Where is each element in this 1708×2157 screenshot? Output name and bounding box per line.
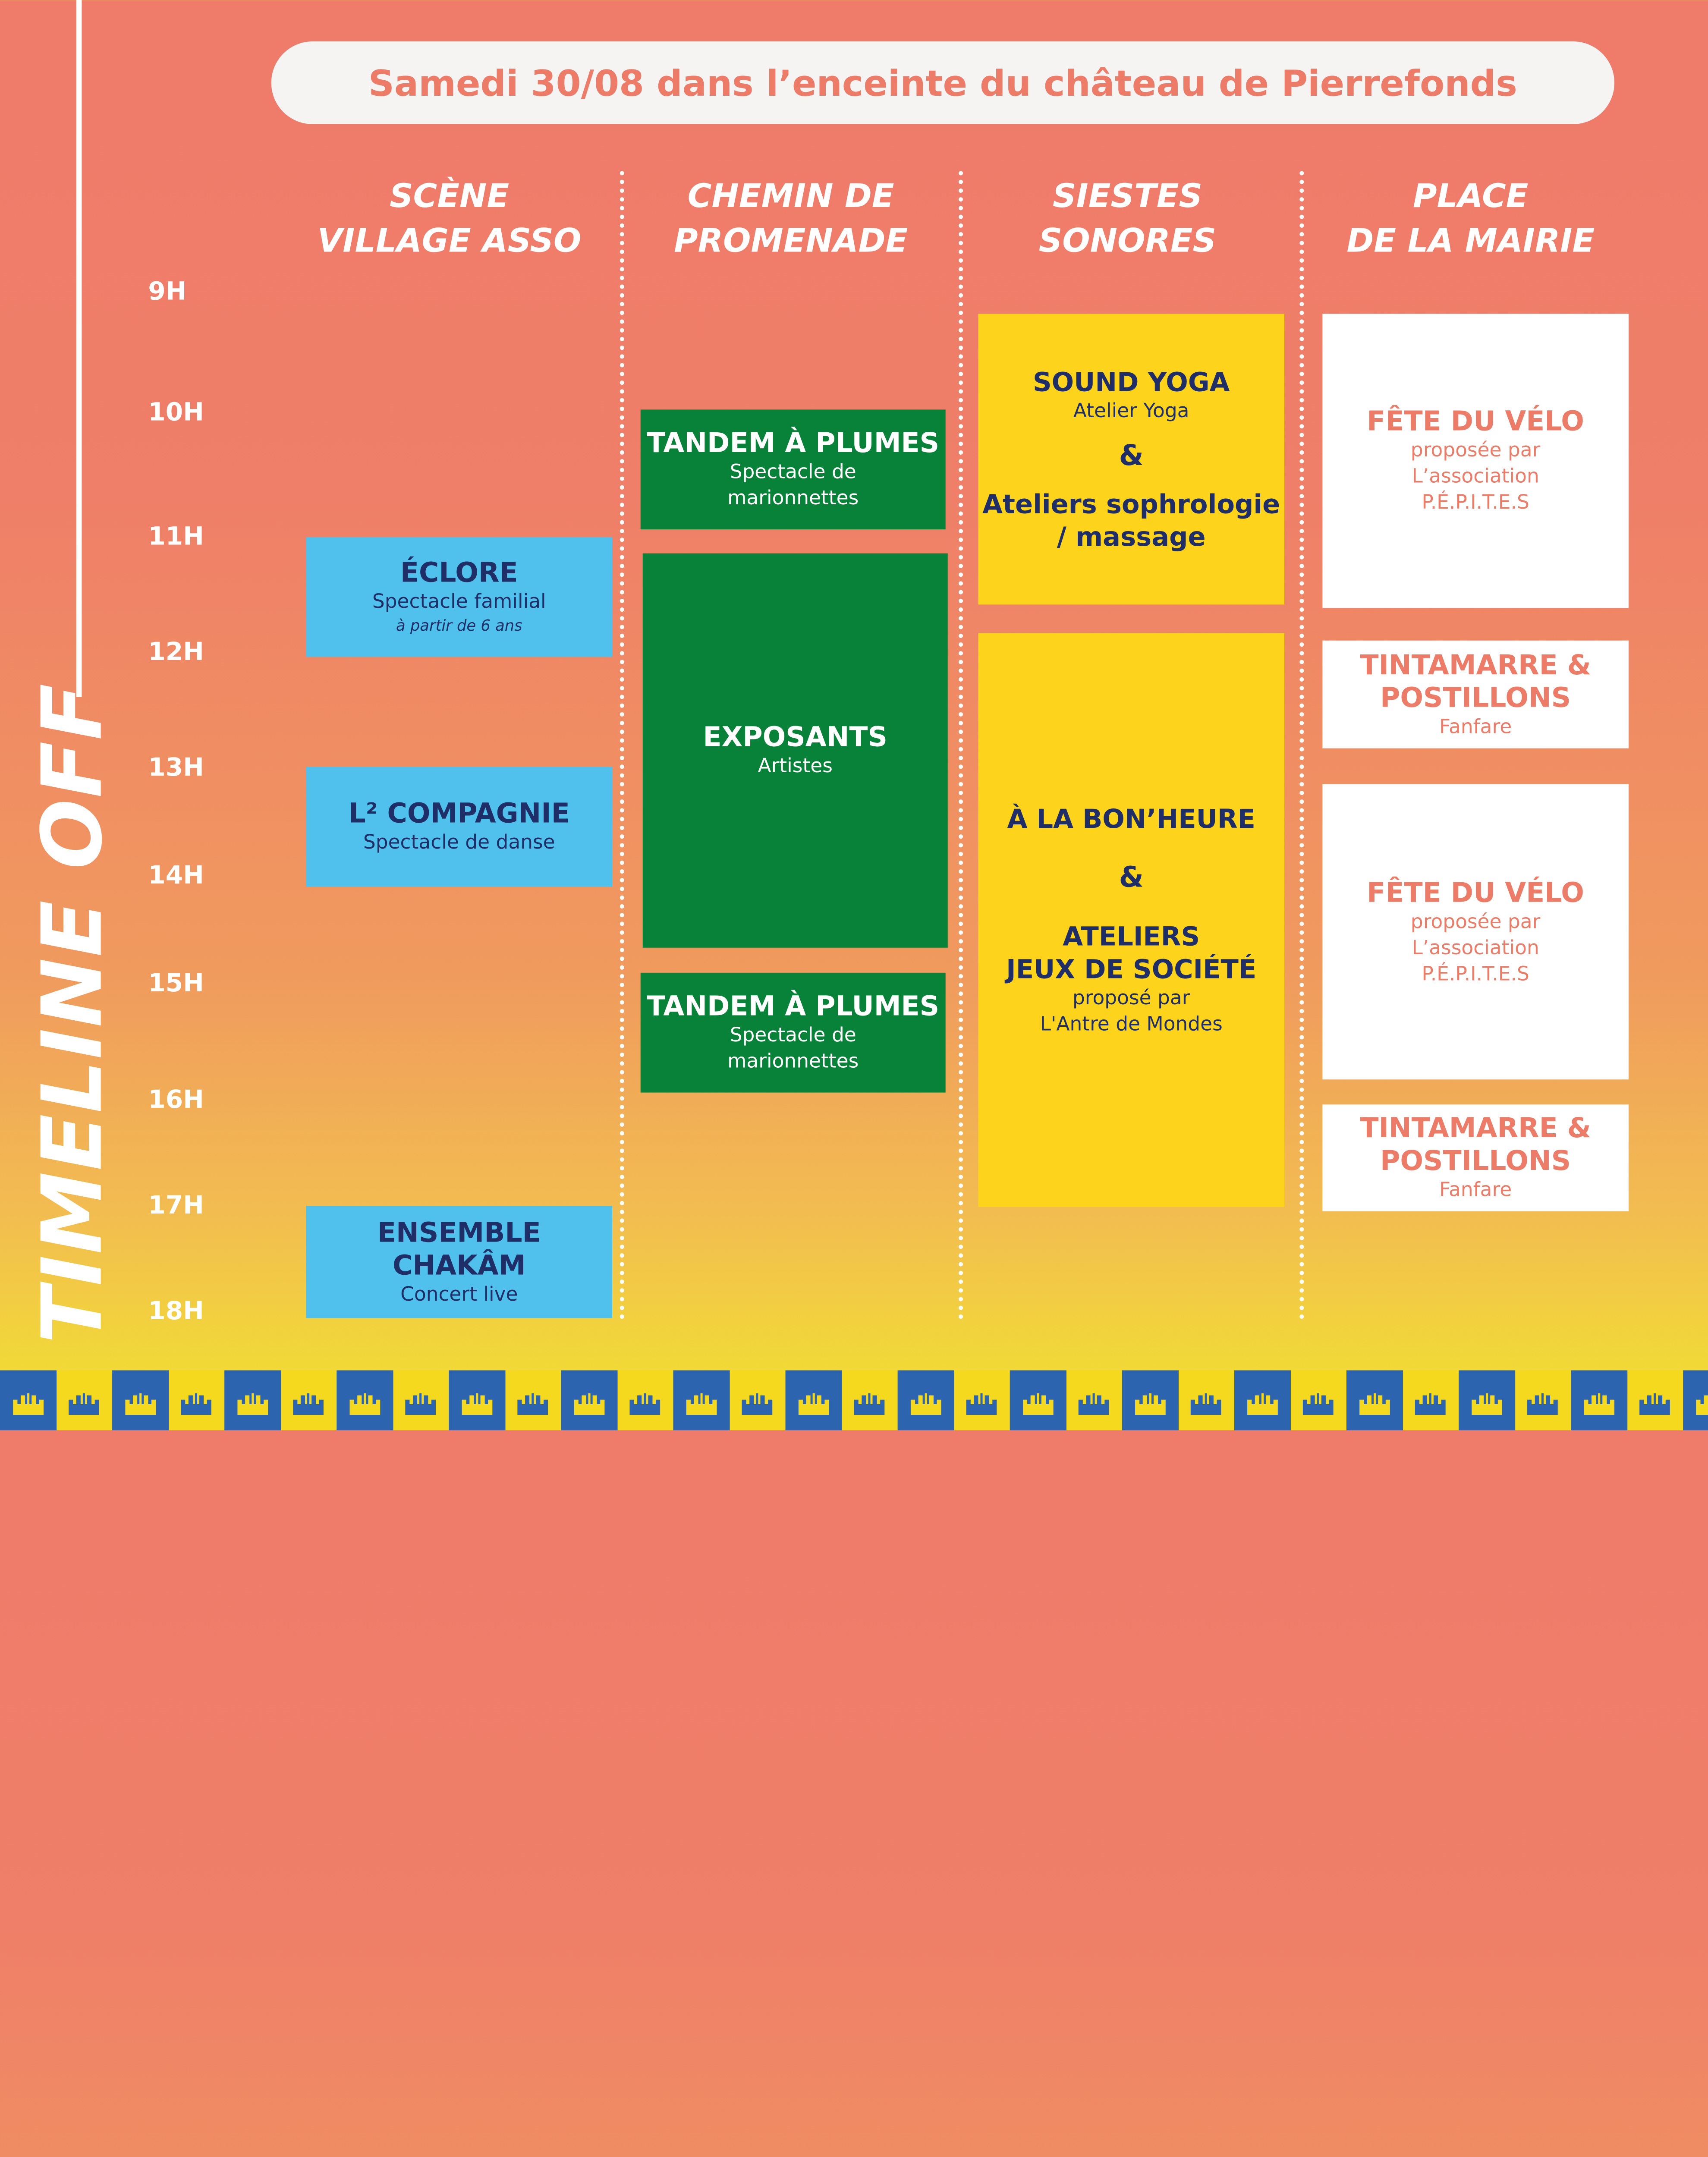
hour-label: 11H	[148, 523, 204, 551]
castle-icon	[729, 1370, 785, 1430]
event-title: FÊTE DU VÉLO	[1367, 405, 1584, 437]
event-title: EXPOSANTS	[703, 721, 887, 753]
event-title: À LA BON’HEURE	[1007, 803, 1255, 834]
castle-icon	[954, 1370, 1010, 1430]
castle-icon	[1515, 1370, 1571, 1430]
event-tintamarre-postillons[interactable]	[1322, 641, 1629, 748]
castle-icon	[617, 1370, 673, 1430]
event-title: TINTAMARRE &	[1360, 648, 1591, 680]
event-fete-du-velo[interactable]	[1322, 314, 1629, 608]
castle-pattern-band	[0, 1370, 1708, 1430]
hour-label: 9H	[148, 277, 187, 306]
event-title: / massage	[1057, 521, 1206, 552]
column-header-siestes: SIESTES SONORES	[1038, 177, 1217, 261]
castle-icon	[1403, 1370, 1459, 1430]
ampersand: &	[1119, 861, 1144, 894]
event-title: FÊTE DU VÉLO	[1367, 876, 1584, 908]
castle-icon	[1571, 1370, 1627, 1430]
castle-icon	[786, 1370, 842, 1430]
column-divider	[620, 171, 624, 1320]
castle-icon	[393, 1370, 449, 1430]
event-title: JEUX DE SOCIÉTÉ	[1006, 953, 1257, 984]
event-subtitle: Spectacle de danse	[363, 831, 555, 854]
castle-icon	[1178, 1370, 1234, 1430]
column-header-scene: SCÈNE VILLAGE ASSO	[317, 177, 582, 261]
castle-icon	[842, 1370, 898, 1430]
event-tandem-a-plumes[interactable]	[641, 973, 946, 1093]
event-subtitle: proposée par	[1410, 439, 1541, 462]
event-subtitle: P.É.P.I.T.E.S	[1422, 491, 1529, 514]
castle-icon	[112, 1370, 168, 1430]
event-exposants[interactable]	[643, 553, 948, 948]
column-header-place: PLACE DE LA MAIRIE	[1346, 177, 1595, 261]
event-subtitle: Concert live	[400, 1283, 518, 1306]
column-divider	[959, 171, 963, 1320]
castle-icon	[1122, 1370, 1178, 1430]
castle-icon	[337, 1370, 393, 1430]
castle-icon	[280, 1370, 337, 1430]
event-title: ATELIERS	[1063, 921, 1200, 952]
event-a-la-bonheure[interactable]	[978, 633, 1284, 1207]
event-tintamarre-postillons[interactable]	[1322, 1104, 1629, 1211]
event-subtitle: Spectacle de	[730, 1024, 856, 1047]
event-title: POSTILLONS	[1380, 1145, 1571, 1176]
event-subtitle: Spectacle de	[730, 461, 856, 484]
castle-icon	[1459, 1370, 1515, 1430]
castle-icon	[1290, 1370, 1346, 1430]
ampersand: &	[1119, 439, 1144, 472]
castle-icon	[505, 1370, 561, 1430]
event-title: TANDEM À PLUMES	[647, 990, 940, 1022]
event-subtitle: L’association	[1412, 465, 1539, 488]
hour-label: 13H	[148, 754, 204, 782]
event-subtitle: P.É.P.I.T.E.S	[1422, 962, 1529, 985]
hour-label: 18H	[148, 1297, 204, 1326]
hour-label: 16H	[148, 1086, 204, 1115]
castle-icon	[561, 1370, 617, 1430]
event-subtitle: Fanfare	[1439, 1179, 1512, 1202]
event-title: L² COMPAGNIE	[348, 797, 570, 829]
hour-label: 10H	[148, 399, 204, 427]
event-title: Ateliers sophrologie	[982, 488, 1280, 519]
event-subtitle: Atelier Yoga	[1073, 399, 1189, 422]
event-subtitle: marionnettes	[727, 1050, 859, 1073]
event-subtitle: Spectacle familial	[372, 590, 546, 613]
event-l2-compagnie[interactable]	[306, 767, 613, 887]
event-note: à partir de 6 ans	[396, 617, 522, 635]
event-subtitle: proposé par	[1072, 986, 1190, 1009]
event-eclore[interactable]	[306, 537, 613, 657]
side-title: TIMELINE OFF	[23, 682, 121, 1344]
event-subtitle: Artistes	[758, 755, 833, 778]
event-title: ÉCLORE	[400, 557, 518, 588]
castle-icon	[1683, 1370, 1708, 1430]
castle-icon	[56, 1370, 112, 1430]
event-subtitle: marionnettes	[727, 487, 859, 510]
castle-icon	[0, 1370, 56, 1430]
castle-icon	[1627, 1370, 1683, 1430]
event-title: ENSEMBLE	[377, 1216, 541, 1248]
event-subtitle: L'Antre de Mondes	[1040, 1012, 1223, 1036]
castle-icon	[1234, 1370, 1290, 1430]
event-subtitle: L’association	[1412, 936, 1539, 959]
castle-icon	[168, 1370, 224, 1430]
hour-label: 12H	[148, 638, 204, 667]
castle-icon	[224, 1370, 280, 1430]
event-title: POSTILLONS	[1380, 681, 1571, 713]
event-title: SOUND YOGA	[1033, 366, 1230, 397]
hour-label: 17H	[148, 1192, 204, 1220]
event-fete-du-velo[interactable]	[1322, 784, 1629, 1079]
event-title: TINTAMARRE &	[1360, 1112, 1591, 1144]
hour-label: 15H	[148, 969, 204, 998]
event-tandem-a-plumes[interactable]	[641, 409, 946, 529]
castle-icon	[898, 1370, 954, 1430]
castle-icon	[449, 1370, 505, 1430]
event-subtitle: proposée par	[1410, 910, 1541, 933]
event-subtitle: Fanfare	[1439, 715, 1512, 738]
castle-icon	[673, 1370, 729, 1430]
hour-label: 14H	[148, 862, 204, 890]
column-header-chemin: CHEMIN DE PROMENADE	[674, 177, 908, 261]
event-title: TANDEM À PLUMES	[647, 427, 940, 459]
event-title: CHAKÂM	[392, 1248, 526, 1281]
event-ensemble-chakam[interactable]	[306, 1206, 613, 1318]
castle-icon	[1066, 1370, 1122, 1430]
page-title: Samedi 30/08 dans l’enceinte du château de Pierrefonds	[271, 41, 1614, 124]
castle-icon	[1346, 1370, 1403, 1430]
column-divider	[1299, 171, 1304, 1320]
castle-icon	[1010, 1370, 1066, 1430]
vertical-rule	[76, 0, 82, 697]
event-sound-yoga[interactable]	[978, 314, 1284, 604]
